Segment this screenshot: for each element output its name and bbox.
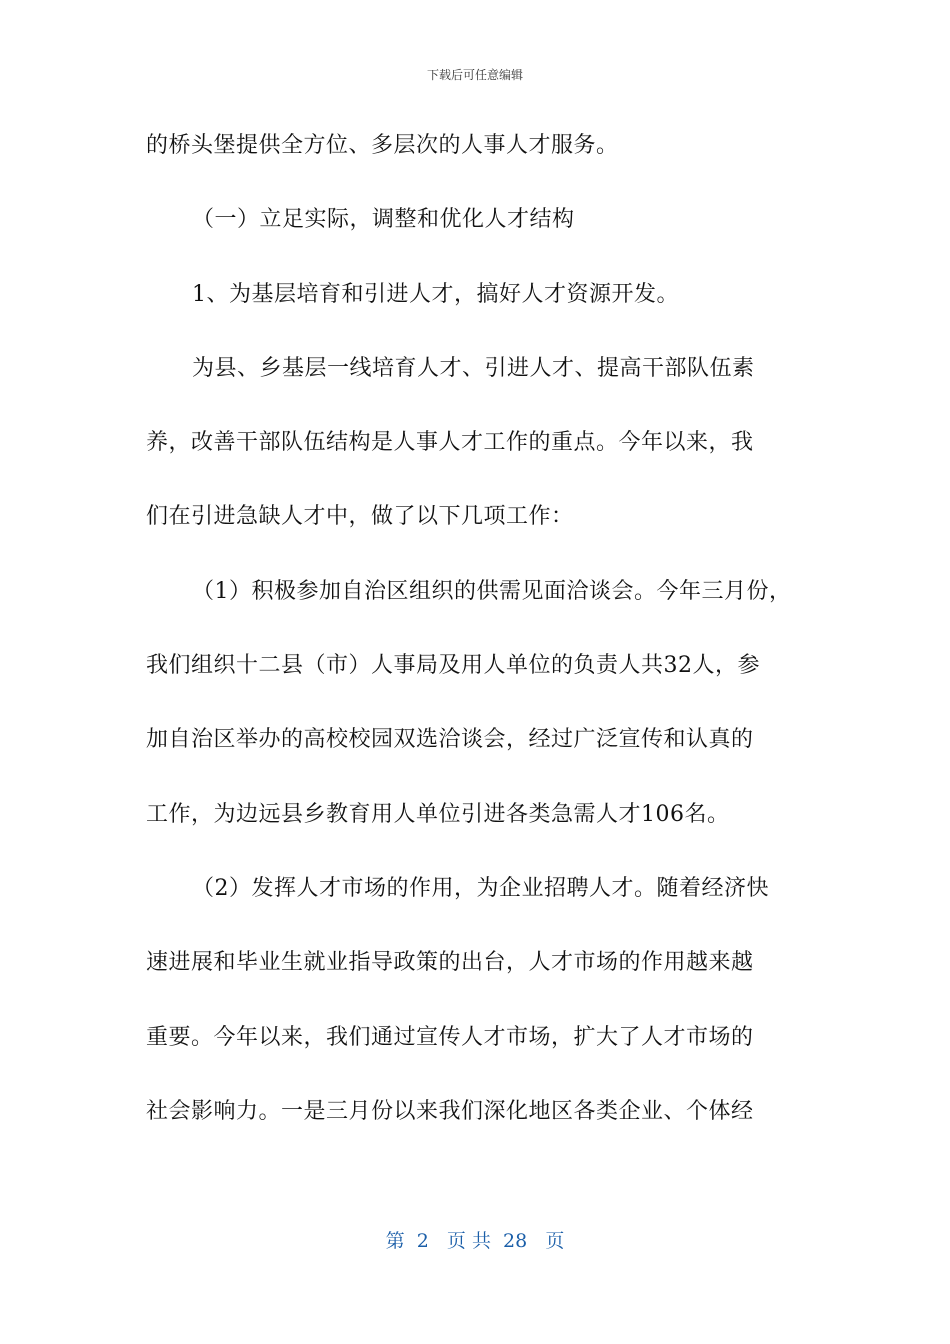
document-body xyxy=(146,124,826,1164)
text-line: 养，改善干部队伍结构是人事人才工作的重点。今年以来，我 xyxy=(146,430,754,456)
text-line: 的桥头堡提供全方位、多层次的人事人才服务。 xyxy=(146,133,619,158)
text-line: 1、为基层培育和引进人才，搞好人才资源开发。 xyxy=(192,281,679,307)
page-header-note: 下载后可任意编辑 xyxy=(426,68,523,82)
page-number-footer: 第 2 页 共 28 页 xyxy=(385,1230,565,1252)
text-line: 我们组织十二县（市）人事局及用人单位的负责人共32人，参 xyxy=(146,653,760,679)
text-line: 们在引进急缺人才中，做了以下几项工作： xyxy=(146,504,574,530)
text-line: 为县、乡基层一线培育人才、引进人才、提高干部队伍素 xyxy=(192,355,755,381)
text-line: （1）积极参加自治区组织的供需见面洽谈会。今年三月份， xyxy=(192,578,792,604)
text-line: 加自治区举办的高校校园双选洽谈会，经过广泛宣传和认真的 xyxy=(146,727,754,753)
text-line: 重要。今年以来，我们通过宣传人才市场，扩大了人才市场的 xyxy=(146,1024,754,1050)
text-line: 速进展和毕业生就业指导政策的出台，人才市场的作用越来越 xyxy=(146,950,754,976)
text-line: 社会影响力。一是三月份以来我们深化地区各类企业、个体经 xyxy=(146,1098,754,1124)
text-line: （一）立足实际，调整和优化人才结构 xyxy=(192,207,575,233)
text-line: （2）发挥人才市场的作用，为企业招聘人才。随着经济快 xyxy=(192,875,769,901)
text-line: 工作，为边远县乡教育用人单位引进各类急需人才106名。 xyxy=(146,801,730,827)
